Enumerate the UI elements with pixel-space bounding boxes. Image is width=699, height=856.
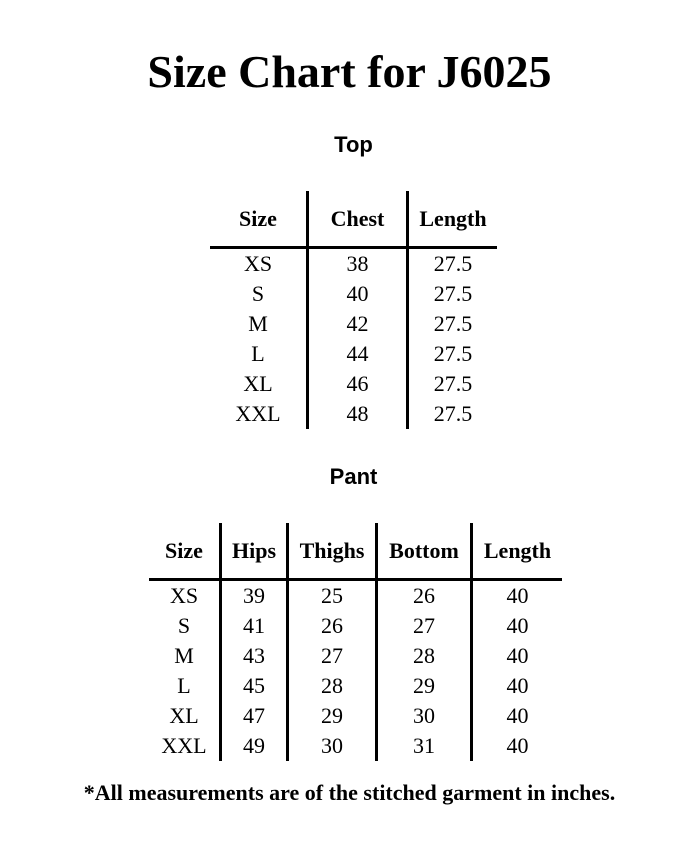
table-row — [149, 701, 562, 731]
table-row — [210, 248, 497, 280]
table-cell: XXL — [161, 733, 207, 758]
table-cell: S — [251, 281, 265, 306]
table-cell: 40 — [472, 731, 563, 761]
table-cell: 44 — [308, 339, 408, 369]
table-cell: 40 — [472, 641, 563, 671]
column-header-size: Size — [149, 523, 221, 580]
table-cell: 41 — [221, 611, 288, 641]
top-size-table — [210, 191, 497, 429]
table-row — [149, 641, 562, 671]
table-row — [149, 731, 562, 761]
table-cell: 43 — [221, 641, 288, 671]
table-cell: 27.5 — [408, 248, 498, 280]
table-cell: XS — [243, 251, 273, 276]
table-cell: 29 — [288, 701, 377, 731]
table-cell: 40 — [472, 611, 563, 641]
table-cell: 27.5 — [408, 339, 498, 369]
table-cell: 47 — [221, 701, 288, 731]
table-cell: 28 — [377, 641, 472, 671]
table-cell: L — [251, 341, 265, 366]
table-cell: XXL — [235, 401, 281, 426]
table-row — [210, 369, 497, 399]
column-header-chest: Chest — [308, 191, 408, 248]
table-cell: 40 — [308, 279, 408, 309]
pant-section-heading: Pant — [329, 464, 378, 489]
table-header-row — [210, 191, 497, 248]
table-cell: 28 — [288, 671, 377, 701]
table-cell: 38 — [308, 248, 408, 280]
table-cell: 40 — [472, 580, 563, 612]
table-cell: 30 — [288, 731, 377, 761]
measurement-footnote: *All measurements are of the stitched garment in inches. — [83, 780, 616, 805]
table-cell: 27.5 — [408, 279, 498, 309]
table-cell: XL — [169, 703, 199, 728]
table-cell: XL — [243, 371, 273, 396]
column-header-hips: Hips — [221, 523, 288, 580]
table-cell: 45 — [221, 671, 288, 701]
table-row — [210, 339, 497, 369]
table-row — [149, 611, 562, 641]
table-cell: 30 — [377, 701, 472, 731]
table-cell: XS — [169, 583, 199, 608]
table-cell: 29 — [377, 671, 472, 701]
table-row — [149, 671, 562, 701]
table-row — [210, 399, 497, 429]
column-header-length: Length — [472, 523, 563, 580]
table-cell: 27.5 — [408, 369, 498, 399]
table-cell: 49 — [221, 731, 288, 761]
table-cell: 48 — [308, 399, 408, 429]
top-section-heading: Top — [334, 132, 373, 157]
column-header-length: Length — [408, 191, 498, 248]
table-cell: 26 — [288, 611, 377, 641]
column-header-size: Size — [210, 191, 308, 248]
table-cell: 40 — [472, 701, 563, 731]
table-row — [149, 580, 562, 612]
column-header-thighs: Thighs — [288, 523, 377, 580]
table-cell: 42 — [308, 309, 408, 339]
table-cell: 40 — [472, 671, 563, 701]
table-cell: 31 — [377, 731, 472, 761]
table-cell: 27 — [288, 641, 377, 671]
table-cell: 27 — [377, 611, 472, 641]
table-row — [210, 279, 497, 309]
table-cell: 27.5 — [408, 309, 498, 339]
table-cell: M — [248, 311, 268, 336]
table-cell: S — [177, 613, 191, 638]
table-cell: 25 — [288, 580, 377, 612]
pant-size-table — [149, 523, 562, 761]
table-cell: 27.5 — [408, 399, 498, 429]
table-row — [210, 309, 497, 339]
table-header-row — [149, 523, 562, 580]
page-title: Size Chart for J6025 — [147, 46, 552, 97]
table-cell: L — [177, 673, 191, 698]
table-cell: 26 — [377, 580, 472, 612]
column-header-bottom: Bottom — [377, 523, 472, 580]
table-cell: 46 — [308, 369, 408, 399]
table-cell: 39 — [221, 580, 288, 612]
table-cell: M — [174, 643, 194, 668]
